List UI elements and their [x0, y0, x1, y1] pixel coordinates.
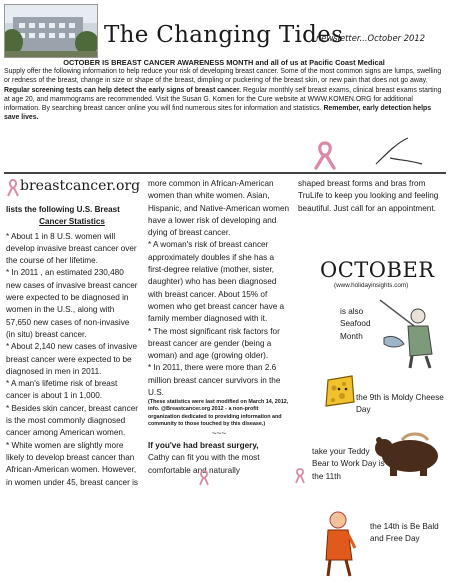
ribbon-icon	[198, 470, 210, 486]
stat-item: * In 2011, there were more than 2.6 million breast cancer survivors in the U.S.	[148, 363, 281, 398]
pink-ribbon-icon	[312, 140, 338, 170]
intro-body-2: Regular monthly self breast exams, clinical breast exams starting at age 20, and mammograms are recommended. Visit the Susan G. Komen for the Cure website at WWW.KOMEN.ORG for additional information. By searching breast cancer online you will find numerous sites for information and statistics.	[4, 86, 442, 113]
october-heading: OCTOBER	[320, 258, 435, 282]
signature-mark	[372, 134, 426, 168]
intro-bold-1: Regular screening tests can help detect the early signs of breast cancer.	[4, 86, 242, 94]
breastcancer-org-logo	[6, 178, 141, 204]
stats-heading: Cancer Statistics	[39, 217, 105, 227]
cheese-icon	[322, 372, 358, 412]
stat-item: * Besides skin cancer, breast cancer is the most commonly diagnosed cancer among American women.	[6, 403, 138, 438]
stats-source-note: (These statistics were last modified on March 14, 2012, info. @Breastcancer.org 2012 - a non-profit organization dedicated to providing information and community to those touched by this disease.)	[148, 399, 289, 427]
stat-item: * A man's lifetime risk of breast cancer is about 1 in 1,000.	[6, 379, 118, 401]
intro-paragraph	[4, 58, 444, 122]
stat-item: * The most significant risk factors for breast cancer are gender (being a woman) and age (growing older).	[148, 326, 280, 361]
bra-forms-text: shaped breast forms and bras from TruLife to keep you looking and feeling beautiful. Just call for an appointment.	[298, 179, 439, 213]
stat-item: * About 2,140 new cases of invasive breast cancer were expected to be diagnosed in men in 2011.	[6, 342, 138, 376]
stat-item: * White women are slightly more likely to develop breast cancer than African-American women. However, in women under 45, breast cancer is	[6, 440, 138, 487]
teddy-bear-text: take your Teddy Bear to Work Day is the 11th	[312, 447, 385, 481]
building-photo	[4, 4, 98, 58]
newsletter-title: The Changing Tides	[104, 22, 344, 48]
column-left	[6, 178, 141, 489]
bear-icon	[372, 430, 446, 478]
intro-body: Supply offer the following information to help reduce your risk of developing breast cancer. Some of the most common signs are lumps, swelling or redness of the breast, change in size or shape of the breast, dimpling or puckering of the breast skin, or new pain that does not go away.	[4, 68, 442, 85]
be-bald-text: the 14th is Be Bald and Free Day	[370, 522, 439, 544]
ribbon-icon	[294, 468, 306, 484]
newsletter-subtitle: newsletter...October 2012	[316, 33, 426, 43]
section-divider	[4, 172, 446, 174]
stat-item: * In 2011 , an estimated 230,480 new cases of invasive breast cancer were expected to be diagnosed in women in the U.S., along with 57,650 new cases of non-invasive (in situ) breast cancer.	[6, 268, 138, 339]
stat-item: * A woman's risk of breast cancer approximately doubles if she has a first-degree relative (mother, sister, daughter) who has been diagnosed with breast cancer. About 15% of women who get breast cancer have a family member diagnosed with it.	[148, 240, 285, 324]
stat-item: * About 1 in 8 U.S. women will develop invasive breast cancer over the course of her lifetime.	[6, 231, 137, 266]
ribbon-small-icon	[6, 178, 20, 198]
separator: ~~~	[211, 428, 227, 438]
seafood-month-text: is also Seafood Month	[340, 307, 371, 341]
stats-lead: lists the following U.S. Breast	[6, 205, 120, 214]
surgery-text: Cathy can fit you with the most comfortable and naturally	[148, 453, 260, 475]
column-right	[298, 178, 446, 215]
column-middle	[148, 178, 290, 477]
intro-heading: OCTOBER IS BREAST CANCER AWARENESS MONTH and all of us at Pacific Coast Medical	[63, 58, 385, 67]
intro-bold-2: Remember, early detection helps save lives.	[4, 105, 432, 122]
bald-man-icon	[322, 508, 356, 578]
logo-text: breastcancer.org	[20, 178, 141, 194]
october-source: (www.holidayinsights.com)	[334, 282, 409, 289]
moldy-cheese-text: the 9th is Moldy Cheese Day	[356, 393, 444, 415]
stat-item: more common in African-American women than white women. Asian, Hispanic, and Native-American women have a lower risk of developing and dying of breast cancer.	[148, 179, 290, 238]
surgery-heading: If you've had breast surgery,	[148, 441, 259, 451]
